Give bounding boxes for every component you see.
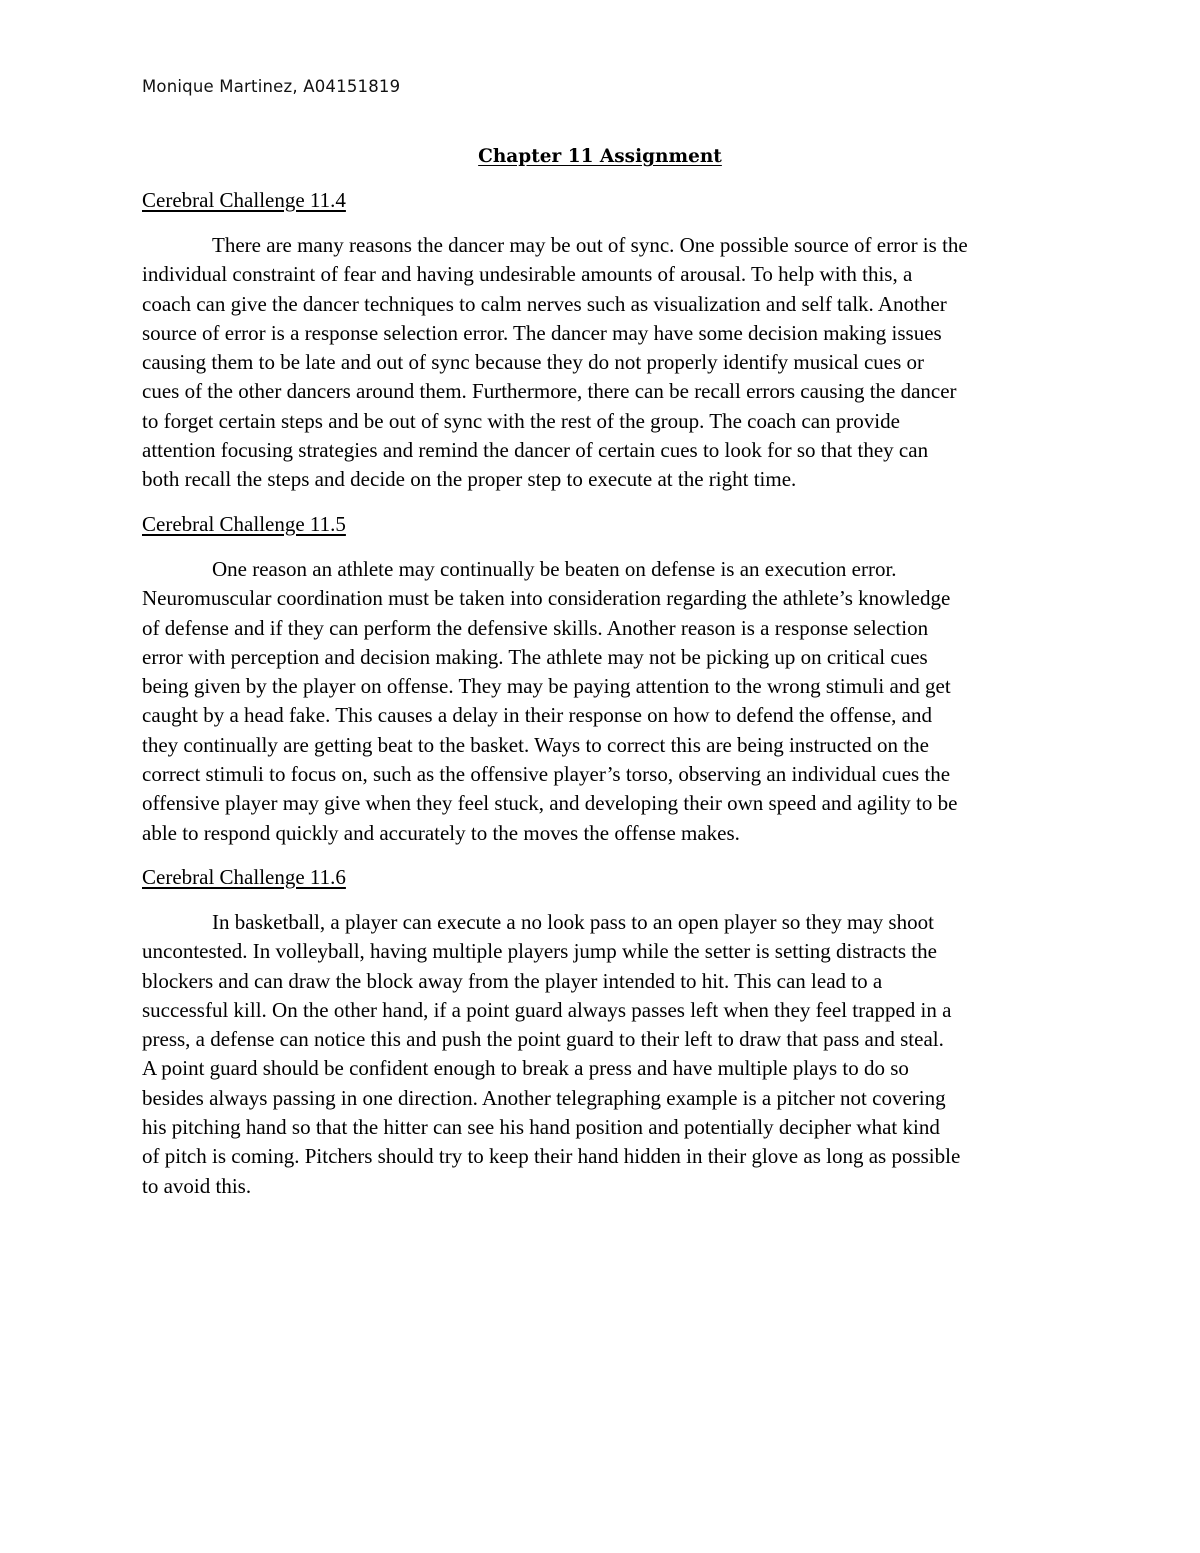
paragraph-line: of pitch is coming. Pitchers should try to keep their hand hidden in their glove as long as possible — [142, 1144, 961, 1169]
paragraph-line: causing them to be late and out of sync because they do not properly identify musical cues or — [142, 350, 925, 375]
paragraph-line: uncontested. In volleyball, having multiple players jump while the setter is setting distracts the — [142, 939, 937, 964]
paragraph-line: able to respond quickly and accurately to the moves the offense makes. — [142, 820, 740, 845]
paragraph-line: his pitching hand so that the hitter can see his hand position and potentially decipher what kind — [142, 1115, 940, 1140]
paragraph-line: blockers and can draw the block away from the player intended to hit. This can lead to a — [142, 968, 883, 993]
paragraph-line: error with perception and decision making. The athlete may not be picking up on critical cues — [142, 644, 928, 669]
paragraph-line: they continually are getting beat to the basket. Ways to correct this are being instructed on the — [142, 732, 929, 757]
section-heading-11-4: Cerebral Challenge 11.4 — [142, 188, 346, 212]
author-header: Monique Martinez, A04151819 — [142, 77, 401, 96]
paragraph-line: individual constraint of fear and having undesirable amounts of arousal. To help with this, a — [142, 262, 913, 287]
paragraph-line: Neuromuscular coordination must be taken into consideration regarding the athlete’s knowledge — [142, 586, 951, 611]
section-heading-11-5: Cerebral Challenge 11.5 — [142, 512, 346, 536]
paragraph-line: besides always passing in one direction. Another telegraphing example is a pitcher not covering — [142, 1085, 946, 1110]
paragraph-line: offensive player may give when they feel stuck, and developing their own speed and agility to be — [142, 791, 958, 816]
document-title: Chapter 11 Assignment — [478, 146, 722, 167]
paragraph-line: successful kill. On the other hand, if a point guard always passes left when they feel trapped in a — [142, 997, 952, 1022]
paragraph-line: to forget certain steps and be out of sync with the rest of the group. The coach can provide — [142, 408, 900, 433]
section-paragraph-11-6 — [142, 908, 1072, 1201]
section-paragraph-11-5 — [142, 555, 1072, 848]
paragraph-line: press, a defense can notice this and push the point guard to their left to draw that pass and steal. — [142, 1027, 944, 1052]
paragraph-line: There are many reasons the dancer may be out of sync. One possible source of error is the — [212, 233, 968, 257]
paragraph-line: attention focusing strategies and remind the dancer of certain cues to look for so that they can — [142, 438, 929, 463]
paragraph-line: In basketball, a player can execute a no look pass to an open player so they may shoot — [212, 910, 934, 934]
paragraph-line: One reason an athlete may continually be beaten on defense is an execution error. — [212, 557, 897, 581]
paragraph-line: of defense and if they can perform the defensive skills. Another reason is a response selection — [142, 615, 929, 640]
paragraph-line: cues of the other dancers around them. Furthermore, there can be recall errors causing the dancer — [142, 379, 957, 404]
paragraph-line: A point guard should be confident enough to break a press and have multiple plays to do so — [142, 1056, 909, 1081]
paragraph-line: correct stimuli to focus on, such as the offensive player’s torso, observing an individual cues the — [142, 762, 951, 787]
section-paragraph-11-4 — [142, 231, 1072, 495]
paragraph-line: coach can give the dancer techniques to calm nerves such as visualization and self talk. Another — [142, 291, 947, 316]
paragraph-line: to avoid this. — [142, 1173, 252, 1198]
paragraph-line: both recall the steps and decide on the proper step to execute at the right time. — [142, 467, 797, 492]
paragraph-line: being given by the player on offense. They may be paying attention to the wrong stimuli and get — [142, 674, 951, 699]
paragraph-line: caught by a head fake. This causes a delay in their response on how to defend the offense, and — [142, 703, 932, 728]
paragraph-line: source of error is a response selection error. The dancer may have some decision making issues — [142, 320, 942, 345]
section-heading-11-6: Cerebral Challenge 11.6 — [142, 865, 346, 889]
